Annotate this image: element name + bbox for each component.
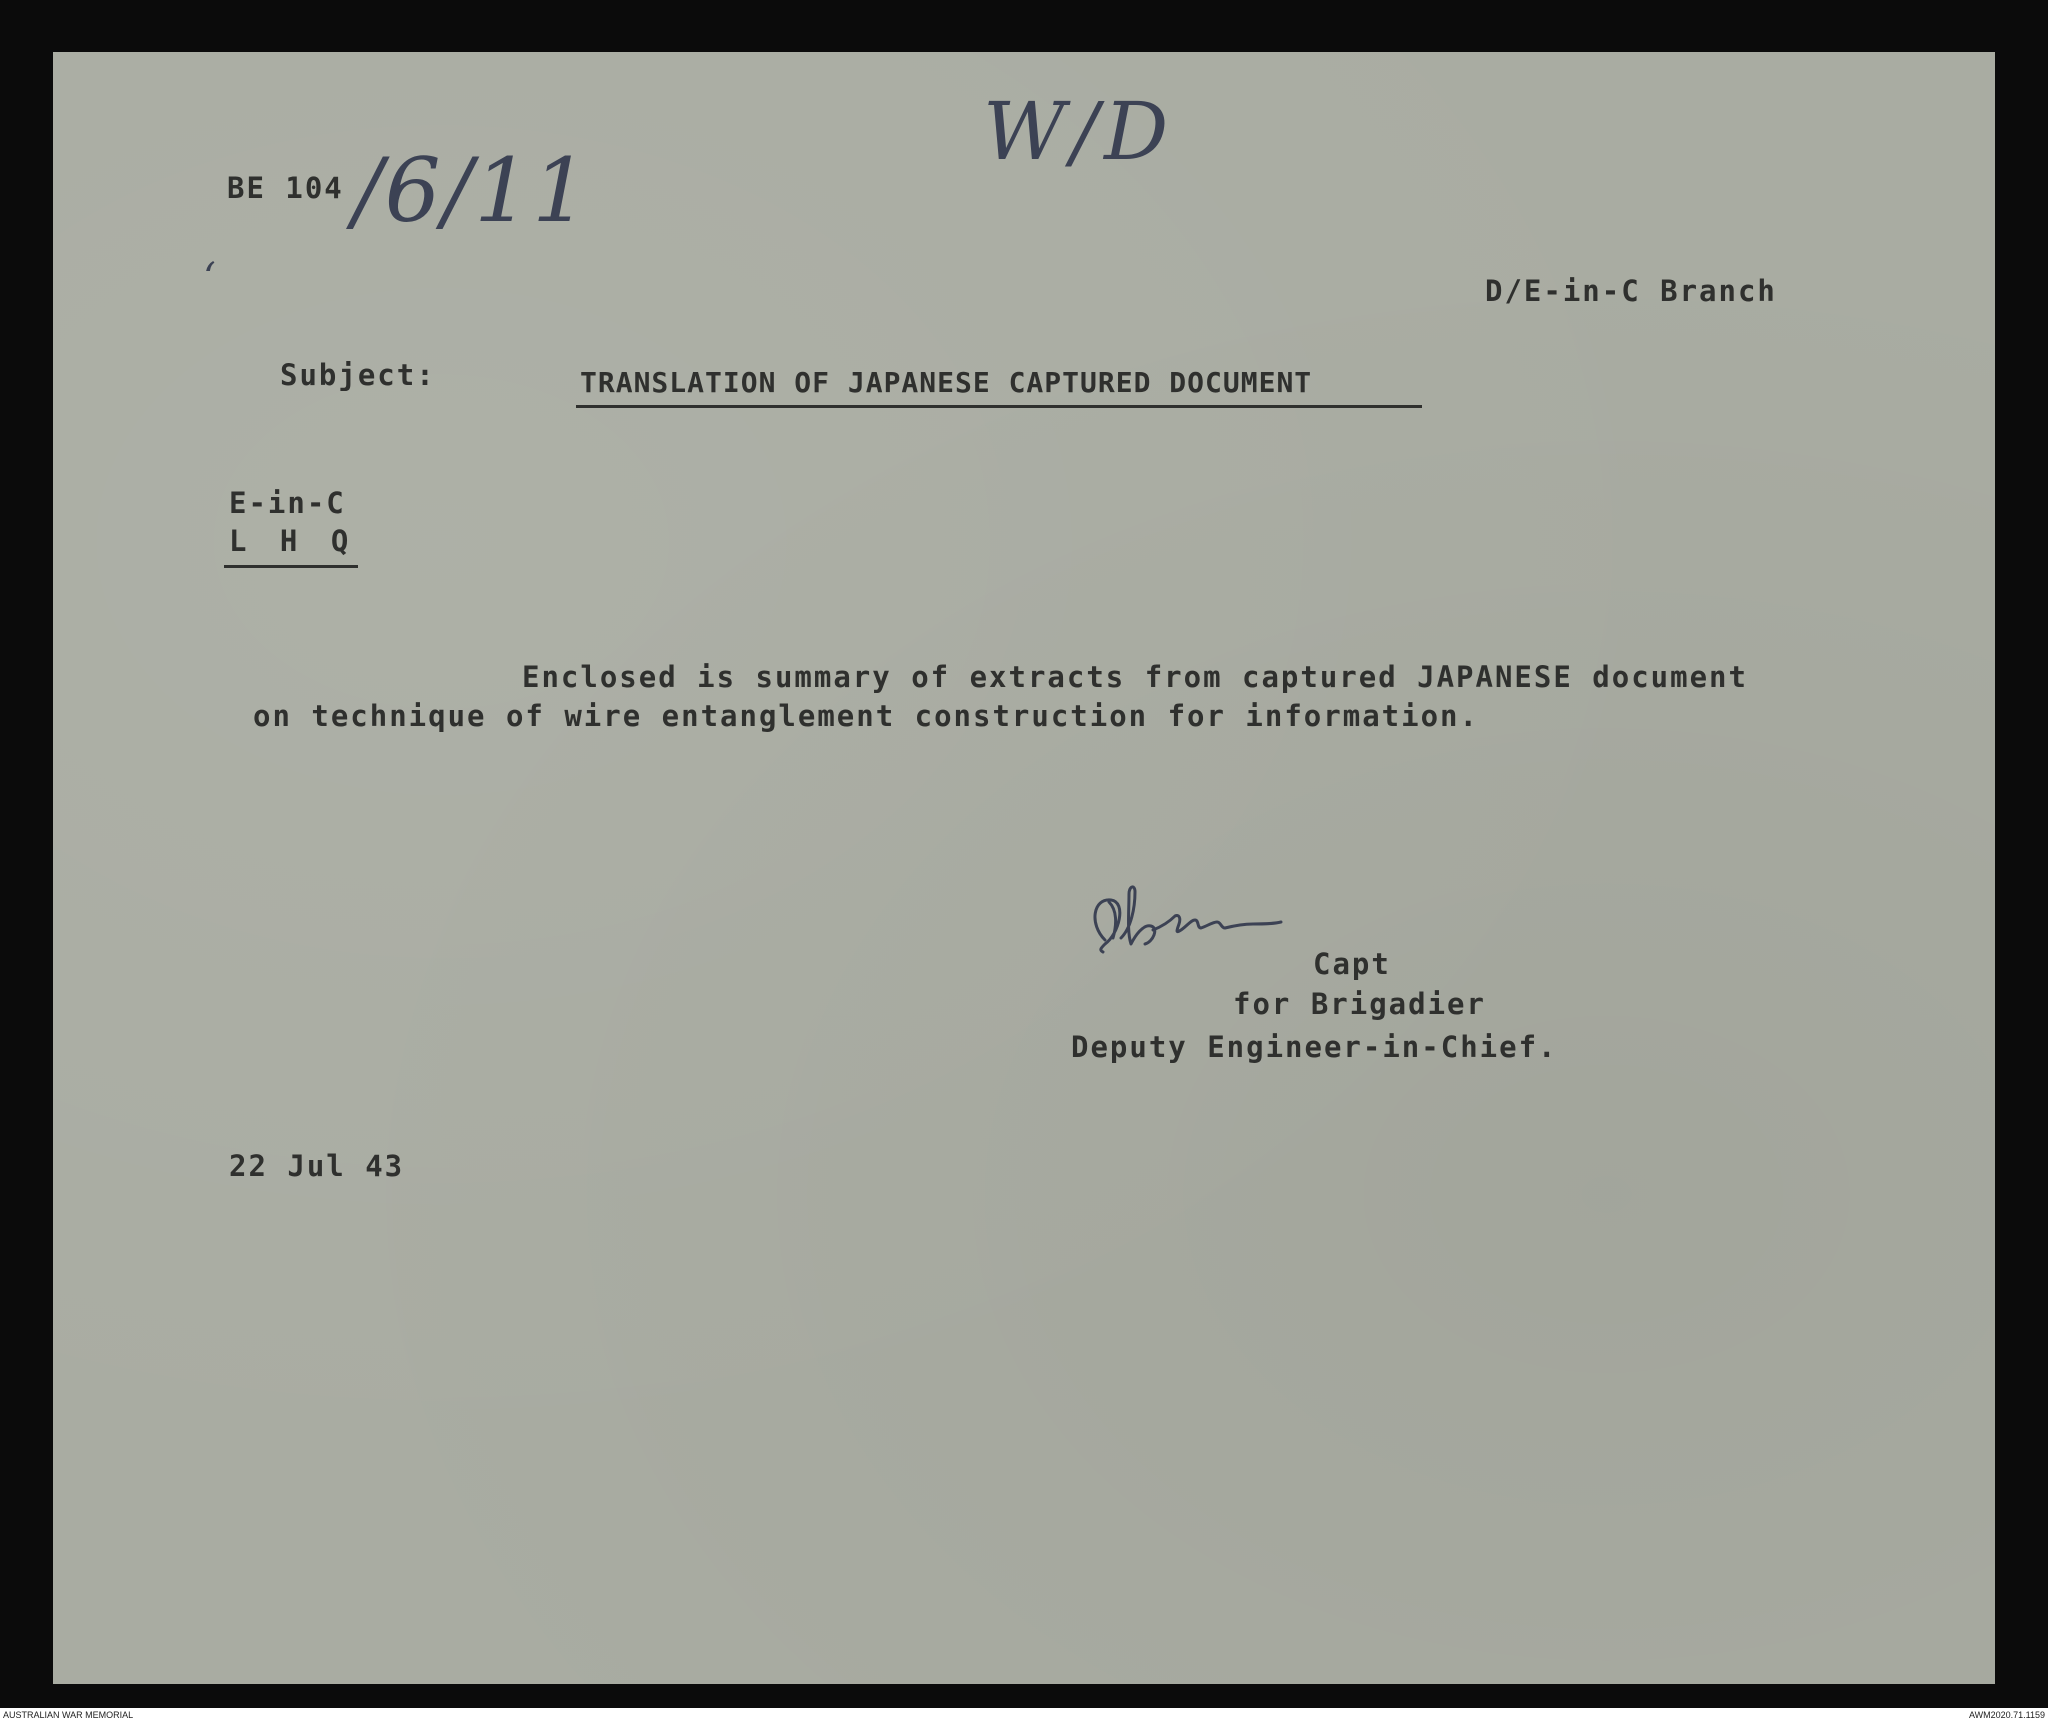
- addressee-line-2: L H Q: [229, 524, 357, 558]
- handwritten-file-suffix: /6/11: [353, 139, 591, 242]
- branch-line: D/E-in-C Branch: [1485, 274, 1777, 308]
- footer-institution: AUSTRALIAN WAR MEMORIAL: [3, 1710, 134, 1720]
- file-reference: BE 104: [227, 171, 344, 205]
- signature-for: for Brigadier: [1233, 987, 1486, 1021]
- addressee-underline: [224, 565, 358, 568]
- document-page: [53, 52, 1995, 1684]
- handwritten-initial-mark: ‘: [203, 255, 216, 301]
- signature-scrawl: [1083, 880, 1343, 1000]
- subject-underline: [576, 405, 1422, 408]
- addressee-line-1: E-in-C: [229, 486, 346, 520]
- signature-rank: Capt: [1313, 947, 1391, 981]
- signature-title: Deputy Engineer-in-Chief.: [1071, 1030, 1558, 1064]
- body-line-1: Enclosed is summary of extracts from captured JAPANESE document: [522, 660, 1748, 694]
- handwritten-top-mark: W/D: [983, 85, 1175, 178]
- footer-accession: AWM2020.71.1159: [1968, 1710, 2045, 1720]
- subject-text: TRANSLATION OF JAPANESE CAPTURED DOCUMENT: [580, 366, 1313, 399]
- body-line-2: on technique of wire entanglement construction for information.: [253, 699, 1479, 733]
- date-line: 22 Jul 43: [229, 1149, 405, 1183]
- subject-label: Subject:: [280, 358, 436, 392]
